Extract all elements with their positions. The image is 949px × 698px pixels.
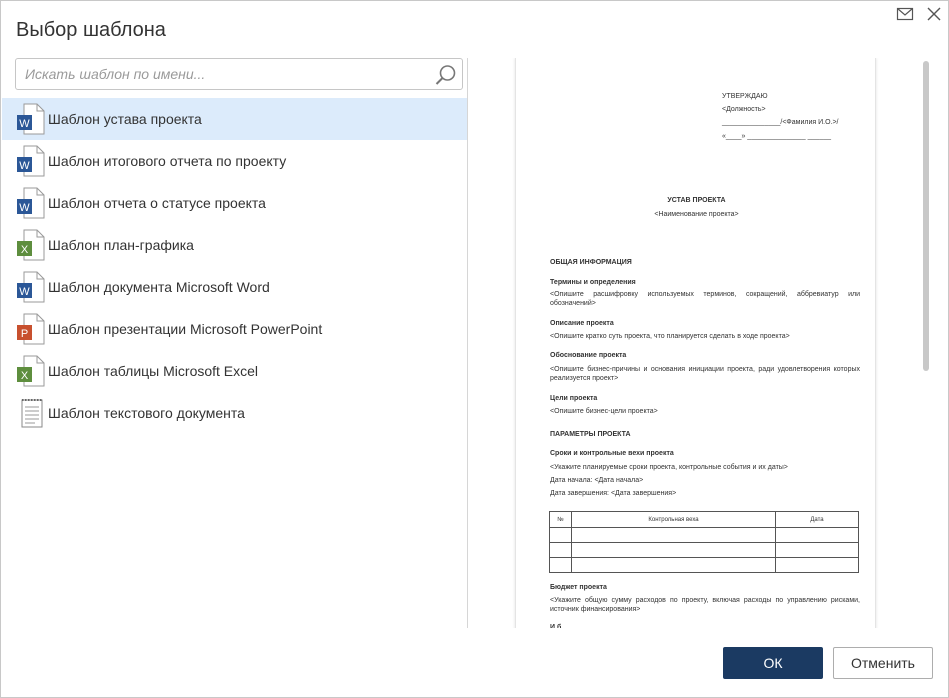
- subsection-heading: Цели проекта: [550, 395, 598, 402]
- subsection-text: <Опишите кратко суть проекта, что планируется сделать в ходе проекта>: [550, 333, 790, 340]
- word-doc-icon: [17, 271, 45, 303]
- svg-text:W: W: [19, 202, 30, 214]
- subsection-heading: Описание проекта: [550, 320, 614, 327]
- start-date-text: Дата начала: <Дата начала>: [550, 477, 644, 484]
- template-item[interactable]: [2, 140, 467, 182]
- template-preview: [468, 58, 934, 628]
- dialog-footer: [1, 631, 949, 698]
- template-item-label: Шаблон таблицы Microsoft Excel: [48, 363, 259, 379]
- table-header: Дата: [776, 512, 859, 528]
- subsection-heading: Бюджет проекта: [550, 584, 607, 591]
- position-placeholder: <Должность>: [722, 106, 766, 113]
- subsection-heading: Термины и определения: [550, 279, 636, 286]
- envelope-icon[interactable]: [896, 5, 914, 23]
- template-item[interactable]: [2, 182, 467, 224]
- project-name-placeholder: <Наименование проекта>: [654, 211, 739, 218]
- template-item[interactable]: [2, 308, 467, 350]
- template-item[interactable]: [2, 98, 467, 140]
- dialog-title: Выбор шаблона: [16, 19, 166, 41]
- template-item[interactable]: [2, 224, 467, 266]
- text-doc-icon: [17, 397, 45, 429]
- subsection-text: <Укажите планируемые сроки проекта, контрольные события и их даты>: [550, 464, 788, 471]
- table-row: [550, 528, 859, 543]
- scrollbar-thumb[interactable]: [923, 61, 929, 371]
- template-item-label: Шаблон документа Microsoft Word: [48, 279, 270, 295]
- search-icon[interactable]: [434, 63, 458, 87]
- subsection-heading: Обоснование проекта: [550, 352, 627, 359]
- end-date-text: Дата завершения: <Дата завершения>: [550, 490, 677, 497]
- close-icon[interactable]: [925, 5, 943, 23]
- table-header: №: [550, 512, 572, 528]
- subsection-text: <Опишите расшифровку используемых терминов, сокращений, аббревиатур или обозначений>: [550, 291, 860, 307]
- doc-title: УСТАВ ПРОЕКТА: [667, 197, 726, 204]
- milestones-table: [549, 511, 859, 573]
- word-doc-icon: [17, 145, 45, 177]
- subsection-heading: И б: [550, 624, 562, 628]
- template-list: [2, 98, 467, 434]
- template-item-label: Шаблон презентации Microsoft PowerPoint: [48, 321, 323, 337]
- template-item-label: Шаблон отчета о статусе проекта: [48, 195, 266, 211]
- subsection-text: <Опишите бизнес-цели проекта>: [550, 408, 658, 415]
- svg-text:X: X: [20, 370, 29, 382]
- signature-line: _______________/<Фамилия И.О.>/: [722, 119, 839, 126]
- template-item[interactable]: [2, 350, 467, 392]
- template-item[interactable]: [2, 392, 467, 434]
- excel-doc-icon: [17, 355, 45, 387]
- table-row: [550, 558, 859, 573]
- svg-text:W: W: [19, 286, 30, 298]
- preview-scrollbar[interactable]: [923, 61, 931, 627]
- template-item-label: Шаблон устава проекта: [48, 111, 202, 127]
- date-line: «____» _______________ ______: [722, 133, 832, 140]
- table-header: Контрольная веха: [572, 512, 776, 528]
- svg-text:W: W: [19, 160, 30, 172]
- template-item-label: Шаблон текстового документа: [48, 405, 245, 421]
- preview-page: [515, 58, 876, 628]
- svg-text:P: P: [20, 328, 29, 340]
- template-item-label: Шаблон план-графика: [48, 237, 194, 253]
- template-item-label: Шаблон итогового отчета по проекту: [48, 153, 287, 169]
- approve-label: УТВЕРЖДАЮ: [722, 93, 768, 100]
- ok-button[interactable]: ОК: [723, 647, 823, 679]
- search-box: [15, 58, 463, 90]
- section-heading: ПАРАМЕТРЫ ПРОЕКТА: [550, 431, 631, 438]
- word-doc-icon: [17, 187, 45, 219]
- word-doc-icon: [17, 103, 45, 135]
- excel-doc-icon: [17, 229, 45, 261]
- search-input[interactable]: [16, 59, 426, 89]
- powerpoint-doc-icon: [17, 313, 45, 345]
- section-heading: ОБЩАЯ ИНФОРМАЦИЯ: [550, 259, 632, 266]
- template-item[interactable]: [2, 266, 467, 308]
- svg-text:W: W: [19, 118, 30, 130]
- svg-text:X: X: [20, 244, 29, 256]
- cancel-button[interactable]: Отменить: [833, 647, 933, 679]
- subsection-text: <Укажите общую сумму расходов по проекту, включая расходы по управлению рисками, источник финансирования>: [550, 597, 860, 613]
- subsection-text: <Опишите бизнес-причины и основания инициации проекта, ради удовлетворения которых реализуется проект>: [550, 366, 860, 382]
- subsection-heading: Сроки и контрольные вехи проекта: [550, 450, 674, 457]
- table-row: [550, 543, 859, 558]
